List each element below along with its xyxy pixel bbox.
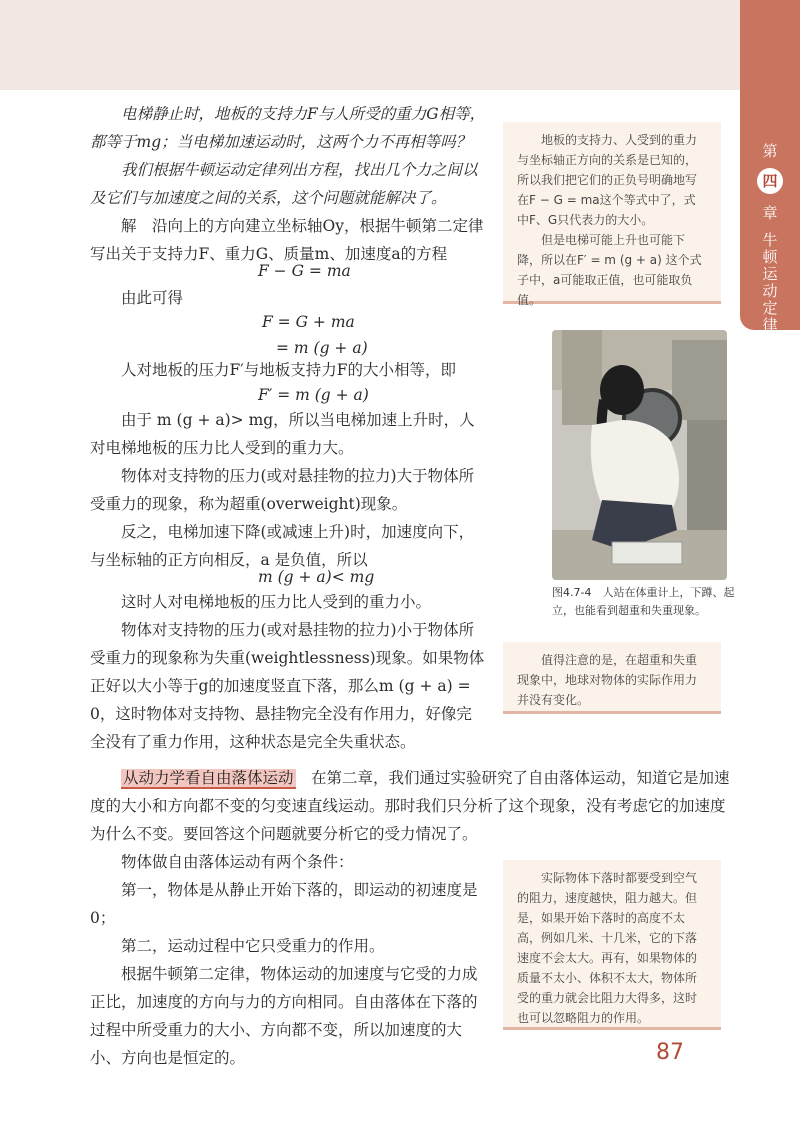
solution-paragraph: 解 沿向上的方向建立坐标轴Oy，根据牛顿第二定律写出关于支持力F、重力G、质量m、加速度a的方程: [90, 217, 484, 263]
top-band: [0, 0, 740, 90]
side-note-signs: [503, 122, 721, 307]
free-fall-intro: [90, 764, 730, 848]
side-note-gravity: [503, 642, 721, 714]
figure-caption: 图4.7-4 人站在体重计上，下蹲、起立，也能看到超重和失重现象。: [552, 586, 735, 617]
conditions-intro: 物体做自由落体运动有两个条件：: [121, 853, 354, 871]
newton-law-paragraph: 根据牛顿第二定律，物体运动的加速度与它受的力成正比，加速度的方向与力的方向相同。自由落体在下落的过程中所受重力的大小、方向都不变，所以加速度的大小、方向也是恒定的。: [90, 965, 478, 1067]
section-heading: 从动力学看自由落体运动: [123, 769, 294, 787]
chapter-tab: [740, 0, 800, 334]
weightlessness-definition: 物体对支持物的压力(或对悬挂物的拉力)小于物体所受重力的现象称为失重(weightlessness)现象。如果物体正好以大小等于g的加速度竖直下落，那么m (g + a) = 0，这时物体对支持物、悬挂物完全没有作用力，好像完全没有了重力作用，这种状态是完全失重状态。: [90, 621, 485, 751]
equation-3: = m (g + a): [276, 339, 368, 357]
equation-4: F′ = m (g + a): [258, 386, 369, 404]
intro-question: 电梯静止时，地板的支持力F与人所受的重力G相等，都等于mg；当电梯加速运动时，这两个力不再相等吗？: [90, 105, 486, 151]
side-note-air-resistance-text: 实际物体下落时都要受到空气的阻力，速度越快，阻力越大。但是，如果开始下落时的高度不太高，例如几米、十几米，它的下落速度不会太大。再有，如果物体的质量不太小、体积不太大，物体所受的重力就会比阻力大得多，这时也可以忽略阻力的作用。: [517, 871, 698, 1025]
equation-2: F = G + ma: [262, 313, 355, 331]
intro-plan: 我们根据牛顿运动定律列出方程，找出几个力之间以及它们与加速度之间的关系，这个问题就能解决了。: [90, 161, 478, 207]
overweight-reason: 由于 m (g + a)> mg，所以当电梯加速上升时，人对电梯地板的压力比人受到的重力大。: [90, 411, 475, 457]
equation-1: F − G = ma: [258, 262, 351, 280]
equation-5: m (g + a)< mg: [258, 568, 375, 586]
free-fall-intro-text: 在第二章，我们通过实验研究了自由落体运动，知道它是加速度的大小和方向都不变的匀变速直线运动。那时我们只分析了这个现象，没有考虑它的加速度为什么不变。要回答这个问题就要分析它的受力情况了。: [90, 769, 730, 843]
condition-second: 第二，运动过程中它只受重力的作用。: [121, 937, 385, 955]
chapter-number: 四: [757, 168, 783, 194]
overweight-definition: 物体对支持物的压力(或对悬挂物的拉力)大于物体所受重力的现象，称为超重(overweight)现象。: [90, 467, 475, 513]
page-number: 87: [656, 1040, 684, 1065]
side-note-gravity-text: 值得注意的是，在超重和失重现象中，地球对物体的实际作用力并没有变化。: [517, 653, 698, 707]
scale-photo: [552, 330, 727, 580]
side-note-signs-part2: 但是电梯可能上升也可能下降，所以在F′ = m (g + a) 这个式子中，a可能取正值，也可能取负值。: [517, 233, 702, 307]
lighter-pressure: 这时人对电梯地板的压力比人受到的重力小。: [121, 593, 432, 611]
side-note-air-resistance: [503, 860, 721, 1030]
chapter-prefix: 第: [762, 142, 778, 160]
chapter-suffix: 章: [762, 204, 778, 222]
chapter-title: 牛顿运动定律: [762, 231, 778, 334]
derivation-line: 由此可得: [121, 289, 184, 307]
side-note-signs-part1: 地板的支持力、人受到的重力与坐标轴正方向的关系是已知的，所以我们把它们的正负号明确地写在F − G = ma这个等式中了，式中F、G只代表力的大小。: [517, 133, 698, 227]
pressure-paragraph: 人对地板的压力F′与地板支持力F的大小相等，即: [121, 361, 457, 379]
deceleration-paragraph: 反之，电梯加速下降(或减速上升)时，加速度向下，与坐标轴的正方向相反，a 是负值，所以: [90, 523, 475, 569]
condition-first: 第一，物体是从静止开始下落的，即运动的初速度是 0；: [90, 881, 478, 927]
